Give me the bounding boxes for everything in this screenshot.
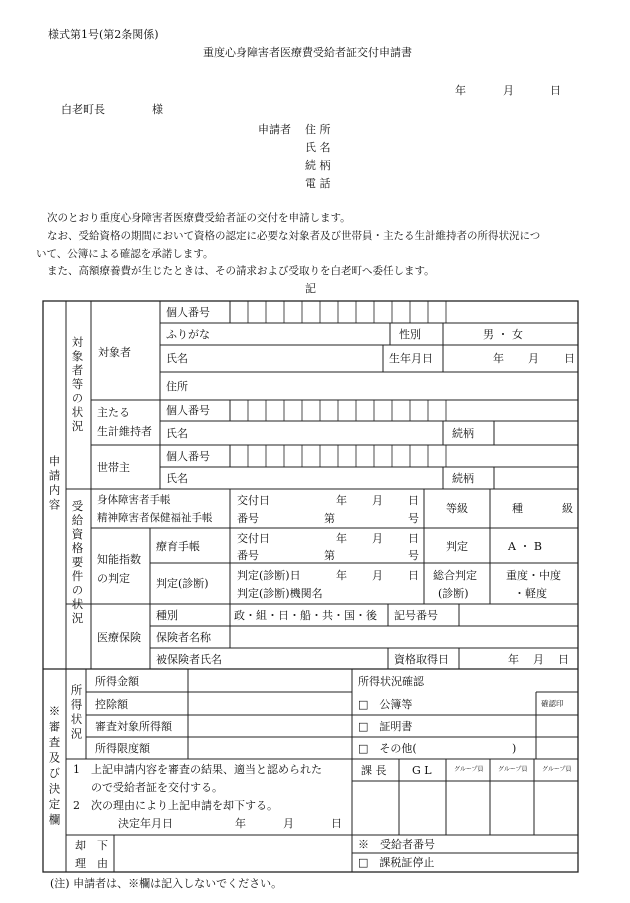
shomeisho-checkbox[interactable]: □ 証明書	[358, 720, 413, 733]
sogo-hantei-label-2: (診断)	[438, 587, 469, 600]
kettei-2: 2 次の理由により上記申請を却下する。	[73, 799, 278, 812]
go-label-1: 号	[408, 512, 419, 525]
ab-options: A ・ B	[508, 540, 543, 553]
sonota-checkbox[interactable]: □ その他(	[358, 742, 417, 755]
ki-heading: 記	[305, 282, 316, 295]
document-title: 重度心身障害者医療費受給者証交付申請書	[203, 46, 412, 59]
jukyusha-bango-label: ※ 受給者番号	[358, 838, 435, 851]
date-month-label: 月	[503, 84, 514, 97]
shotoku-jokyo-label: 所得状況	[69, 684, 84, 742]
shutoku-day: 日	[558, 653, 569, 666]
birth-year-unit: 年	[493, 352, 504, 365]
kakuninin-label: 確認印	[541, 699, 564, 708]
sonota-close-paren: )	[512, 742, 517, 755]
shimei-label-1: 氏名	[166, 352, 188, 365]
shimei-label-3: 氏名	[166, 472, 188, 485]
shintai-techo-label: 身体障害者手帳	[97, 494, 171, 506]
kazei-teishi-checkbox[interactable]: □ 課税証停止	[358, 856, 435, 869]
kigo-bango-label: 記号番号	[394, 609, 438, 622]
kettei-nengappi-label: 決定年月日	[118, 817, 173, 830]
hantei-kikan-label: 判定(診断)機関名	[237, 587, 323, 600]
kojin-bango-label-2: 個人番号	[166, 404, 210, 417]
hihokensha-label: 被保険者氏名	[156, 653, 222, 666]
footer-note: (注) 申請者は、※欄は記入しないでください。	[50, 877, 283, 890]
date-day-label: 日	[550, 84, 561, 97]
judo-options-1: 重度・中度	[506, 569, 561, 582]
shinsa-taisho-label: 審査対象所得額	[95, 720, 172, 733]
hantei-shindan-label: 判定(診断)	[156, 577, 209, 590]
hantei-label: 判定	[446, 540, 468, 553]
zokugara-label-2: 続柄	[452, 472, 474, 485]
zokugara-label-1: 続柄	[452, 427, 474, 440]
shikaku-shutoku-label: 資格取得日	[394, 653, 449, 666]
hokensha-meisho-label: 保険者名称	[156, 631, 211, 644]
applicant-label: 申請者	[258, 123, 291, 136]
hantei-day: 日	[408, 569, 419, 582]
jukyu-shikaku-label: 受給資格要件の状況	[70, 500, 85, 626]
group-stamp-label-2: グループ員	[498, 766, 528, 773]
date-year-label: 年	[455, 84, 466, 97]
birth-month-unit: 月	[528, 352, 539, 365]
body-paragraph-3: また、高額療養費が生じたときは、その請求および受取りを白老町へ委任します。	[47, 265, 435, 277]
chino-label-1: 知能指数	[97, 553, 141, 566]
body-paragraph-2a: なお、受給資格の期間において資格の認定に必要な対象者及び世帯員・主たる生計維持者の所得状況につ	[47, 230, 541, 242]
kofubi-month-2: 月	[372, 532, 383, 545]
kettei-day: 日	[331, 817, 342, 830]
gl-stamp-label: G L	[412, 764, 432, 777]
shu-label: 種	[512, 502, 523, 515]
shutoku-month: 月	[533, 653, 544, 666]
ryoiku-techo-label: 療育手帳	[156, 540, 200, 553]
group-stamp-label-3: グループ員	[542, 766, 572, 773]
go-label-2: 号	[408, 549, 419, 562]
body-paragraph-1: 次のとおり重度心身障害者医療費受給者証の交付を申請します。	[47, 212, 351, 224]
kofubi-month-1: 月	[372, 494, 383, 507]
judo-options-2: ・軽度	[514, 587, 547, 600]
sogo-hantei-label-1: 総合判定	[433, 569, 477, 582]
kettei-year: 年	[235, 817, 246, 830]
hantei-month: 月	[372, 569, 383, 582]
form-number: 様式第1号(第2条関係)	[48, 28, 159, 41]
kyakka-label-2: 理 由	[75, 857, 108, 870]
seibetsu-label: 性別	[399, 328, 421, 341]
shutaru-label-2: 生計維持者	[97, 425, 152, 438]
hantei-year: 年	[336, 569, 347, 582]
shutaru-label-1: 主たる	[97, 406, 130, 419]
kacho-stamp-label: 課 長	[361, 764, 387, 777]
birth-day-unit: 日	[564, 352, 575, 365]
body-paragraph-2b: いて、公簿による確認を承諾します。	[36, 248, 214, 260]
dai-label-2: 第	[324, 549, 335, 562]
kettei-month: 月	[283, 817, 294, 830]
shotoku-kingaku-label: 所得金額	[95, 675, 139, 688]
taishosha-label: 対象者	[98, 346, 131, 359]
kojin-bango-label-3: 個人番号	[166, 450, 210, 463]
bango-label-2: 番号	[237, 549, 259, 562]
applicant-address-label: 住 所	[305, 123, 331, 136]
kettei-1-line-b: ので受給者証を交付する。	[91, 781, 223, 794]
sex-options: 男 ・ 女	[483, 328, 523, 341]
setainushi-label: 世帯主	[97, 461, 130, 474]
shinsa-kettei-label: ※審査及び決定欄	[47, 705, 62, 829]
kofubi-day-1: 日	[408, 494, 419, 507]
addressee: 白老町長	[61, 103, 105, 116]
kojin-bango-label-1: 個人番号	[166, 306, 210, 319]
hantei-shindan-bi-label: 判定(診断)日	[237, 569, 301, 582]
kofubi-year-1: 年	[336, 494, 347, 507]
iryo-hoken-label: 医療保険	[97, 631, 141, 644]
jusho-label: 住所	[166, 380, 188, 393]
kobo-checkbox[interactable]: □ 公簿等	[358, 698, 413, 711]
chino-label-2: の判定	[97, 572, 130, 585]
shubetsu-label: 種別	[156, 609, 178, 622]
kofubi-label-2: 交付日	[237, 532, 270, 545]
shimei-label-2: 氏名	[166, 427, 188, 440]
shinsei-naiyo-label: 申請内容	[47, 455, 62, 513]
seinengappi-label: 生年月日	[389, 352, 433, 365]
applicant-relation-label: 続 柄	[305, 159, 331, 172]
addressee-honorific: 様	[152, 103, 163, 116]
shutoku-year: 年	[508, 653, 519, 666]
kofubi-year-2: 年	[336, 532, 347, 545]
taishosha-jokyo-label: 対象者等の状況	[70, 336, 85, 434]
group-stamp-label-1: グループ員	[454, 766, 484, 773]
shotoku-kakunin-label: 所得状況確認	[358, 675, 424, 688]
kyu-label: 級	[562, 502, 573, 515]
kofubi-label-1: 交付日	[237, 494, 270, 507]
kofubi-day-2: 日	[408, 532, 419, 545]
kettei-1-line-a: 1 上記申請内容を審査の結果、適当と認められた	[73, 763, 322, 776]
shotoku-gendo-label: 所得限度額	[95, 742, 150, 755]
hoken-kinds-label: 政・組・日・船・共・国・後	[234, 609, 377, 622]
kyakka-label-1: 却 下	[75, 839, 108, 852]
bango-label-1: 番号	[237, 512, 259, 525]
applicant-phone-label: 電 話	[305, 177, 331, 190]
dai-label-1: 第	[324, 512, 335, 525]
kojo-gaku-label: 控除額	[95, 698, 128, 711]
tokyu-label: 等級	[446, 502, 468, 515]
furigana-label: ふりがな	[166, 328, 210, 341]
seishin-techo-label: 精神障害者保健福祉手帳	[97, 512, 213, 524]
applicant-name-label: 氏 名	[305, 141, 331, 154]
